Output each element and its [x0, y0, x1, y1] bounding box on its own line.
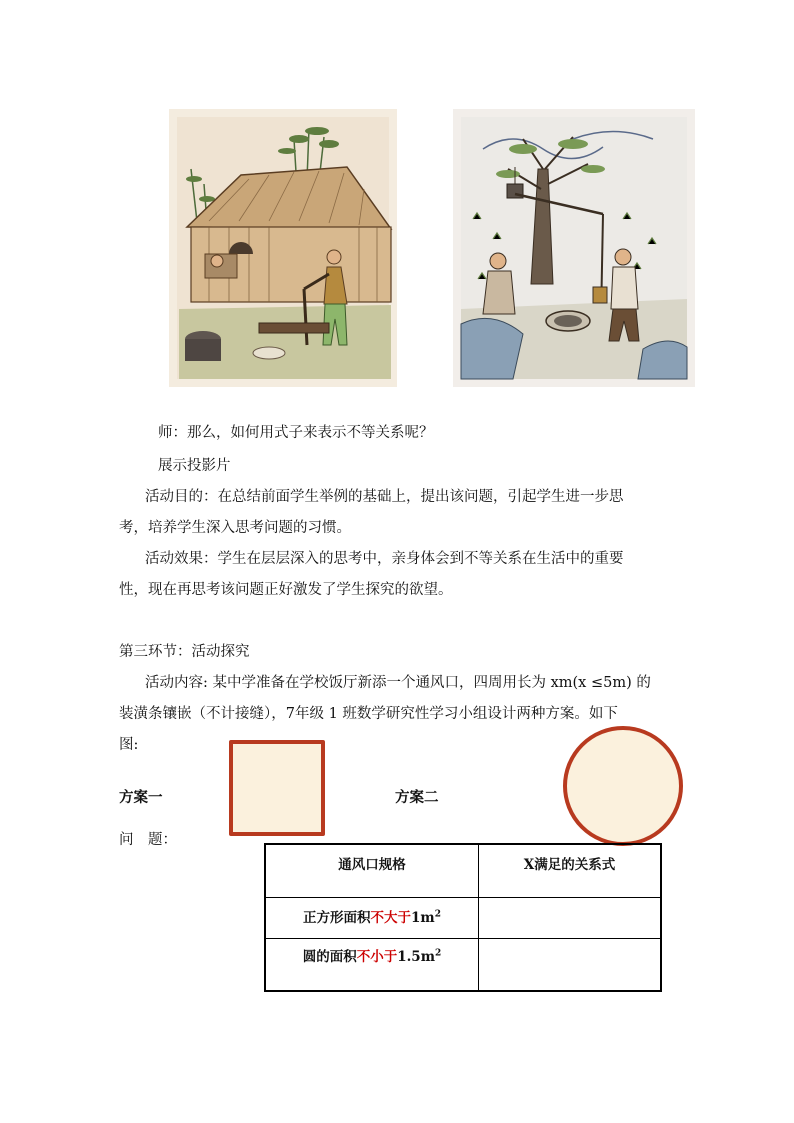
row1-highlight: 不大于	[370, 909, 412, 926]
header-cell-spec	[265, 844, 479, 897]
table-row	[265, 938, 661, 991]
row2-suffix: 1.5m	[397, 948, 435, 965]
ancient-pump-illustration	[169, 109, 397, 387]
section-title: 第三环节：活动探究	[119, 644, 250, 660]
vent-spec-table	[264, 843, 662, 992]
plan-one-label: 方案一	[119, 789, 163, 806]
row1-relation-cell	[479, 897, 662, 938]
row1-spec-cell	[265, 897, 479, 938]
activity-effect-line-2: 性，现在再思考该问题正好激发了学生探究的欲望。	[119, 582, 453, 598]
row1-prefix: 正方形面积	[303, 909, 371, 926]
header-relation-text: X满足的关系式	[523, 857, 616, 873]
row2-superscript: 2	[435, 948, 442, 958]
row2-highlight: 不小于	[356, 948, 398, 965]
square-vent-shape	[229, 740, 325, 836]
row2-relation-cell	[479, 938, 662, 991]
activity-content-line-1: 活动内容: 某中学准备在学校饭厅新添一个通风口，四周用长为 xm(x ≤5m) 的	[145, 675, 651, 691]
question-label: 问 题：	[119, 832, 177, 848]
activity-goal-line-2: 考，培养学生深入思考问题的习惯。	[119, 520, 351, 536]
row2-prefix: 圆的面积	[302, 948, 357, 965]
activity-content-line-3: 图:	[119, 737, 139, 753]
plan-two-label: 方案二	[395, 789, 439, 806]
show-slides-line: 展示投影片	[158, 458, 231, 474]
row2-spec-cell	[265, 938, 479, 991]
ancient-well-illustration	[453, 109, 695, 387]
header-cell-relation	[479, 844, 662, 897]
row1-suffix: 1m	[411, 909, 435, 926]
header-spec-text: 通风口规格	[338, 857, 406, 873]
activity-content-line-2: 装潢条镶嵌（不计接缝），7年级 1 班数学研究性学习小组设计两种方案。如下	[119, 706, 618, 722]
circle-vent-shape	[563, 726, 683, 846]
activity-goal-line-1: 活动目的：在总结前面学生举例的基础上，提出该问题，引起学生进一步思	[145, 489, 624, 505]
teacher-question-line: 师：那么，如何用式子来表示不等关系呢？	[158, 425, 434, 441]
table-header-row	[265, 844, 661, 897]
row1-superscript: 2	[434, 909, 441, 919]
table-row	[265, 897, 661, 938]
activity-effect-line-1: 活动效果：学生在层层深入的思考中，亲身体会到不等关系在生活中的重要	[145, 551, 624, 567]
